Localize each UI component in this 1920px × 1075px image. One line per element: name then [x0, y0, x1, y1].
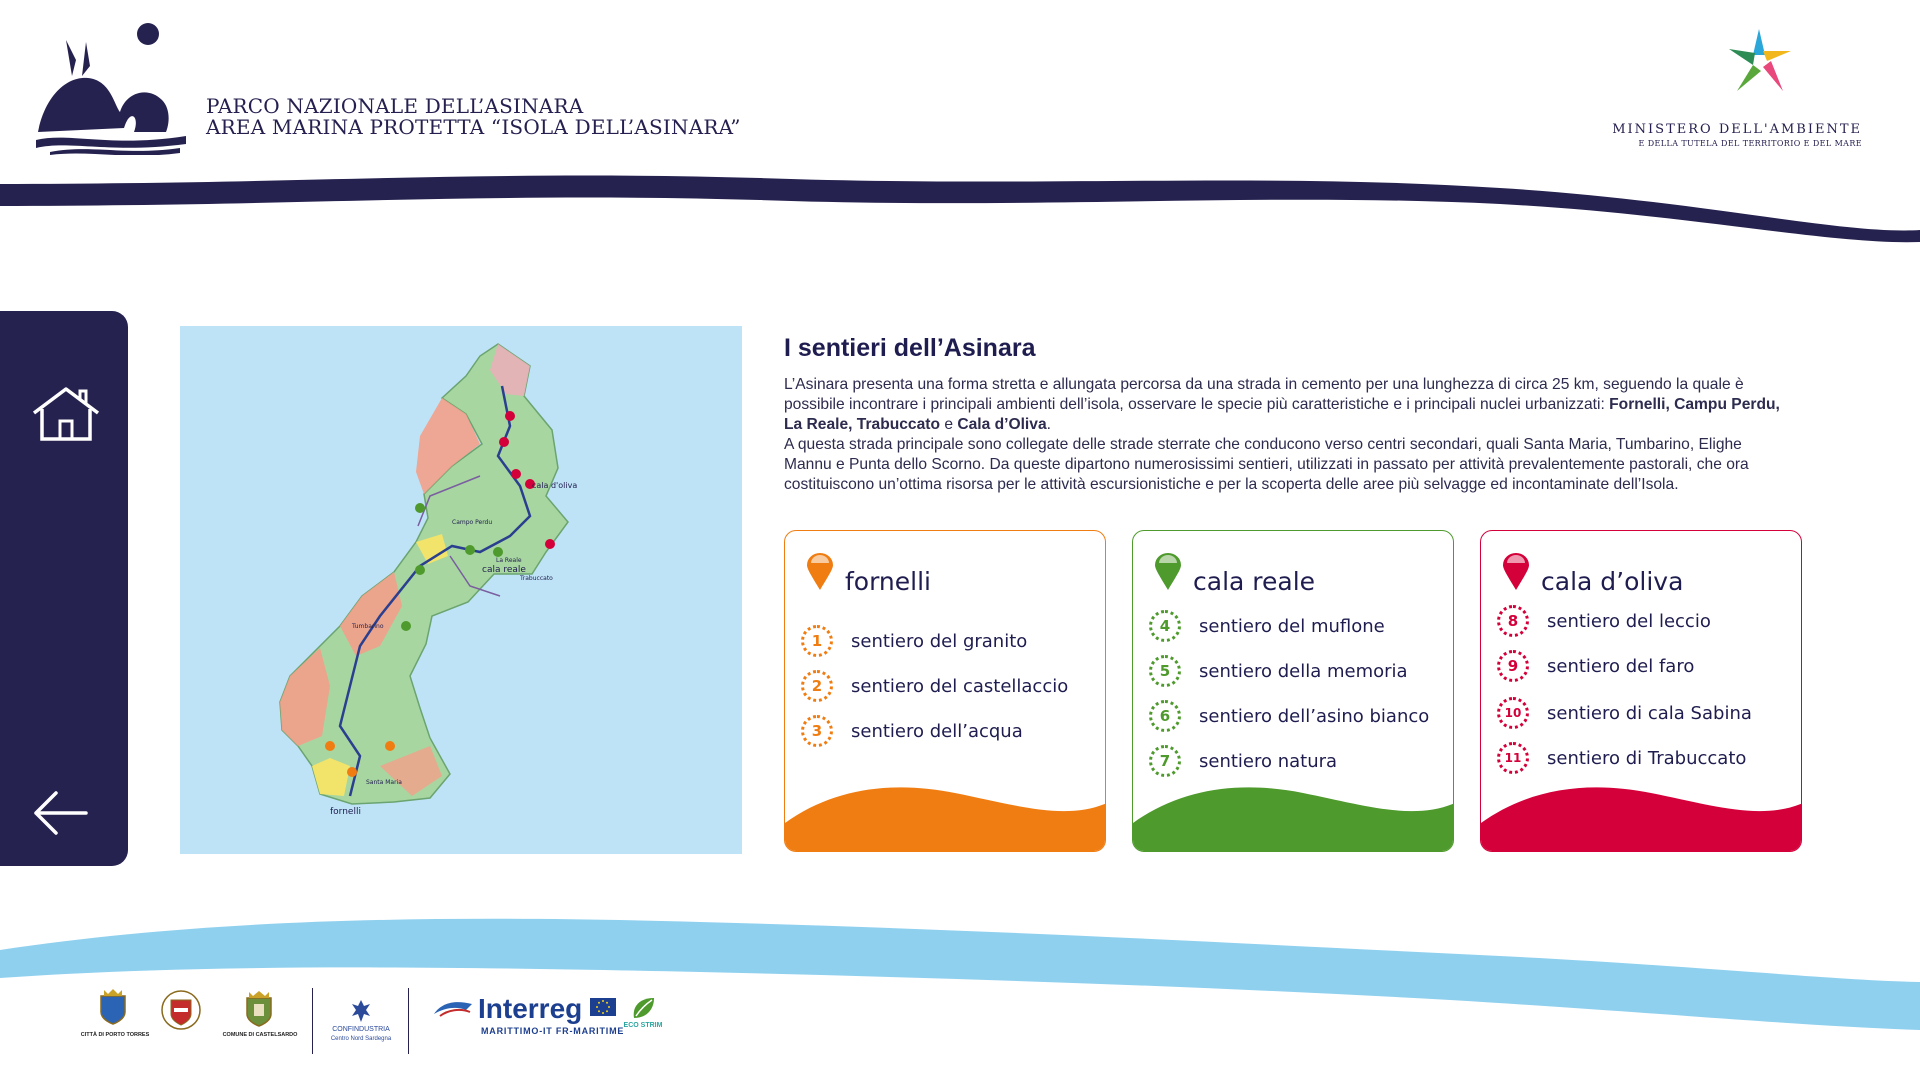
trail-number-badge: 6 — [1149, 700, 1181, 732]
trail-label: sentiero natura — [1199, 750, 1338, 772]
intro-dot: . — [1046, 416, 1051, 433]
pin-icon — [807, 553, 833, 591]
map-label-cala-oliva: cala d'oliva — [532, 481, 578, 490]
home-icon[interactable] — [30, 385, 102, 443]
park-name-line2: AREA MARINA PROTETTA “ISOLA DELL’ASINARA” — [206, 115, 741, 139]
trail-item[interactable] — [801, 624, 1027, 658]
trail-item[interactable] — [801, 714, 1023, 748]
page-title: I sentieri dell’Asinara — [784, 334, 1036, 362]
trail-label: sentiero della memoria — [1199, 660, 1408, 682]
trail-item[interactable] — [1149, 744, 1337, 778]
interreg-logo-text: Interreg — [478, 993, 583, 1024]
trail-label: sentiero dell’acqua — [851, 720, 1023, 742]
trail-number-badge: 1 — [801, 625, 833, 657]
card-wave — [785, 781, 1106, 851]
trail-label: sentiero del granito — [851, 630, 1028, 652]
asinara-map — [180, 326, 742, 854]
trail-item[interactable] — [1149, 609, 1385, 643]
footer-divider — [408, 988, 409, 1054]
confindustria-sub-label: Centro Nord Sardegna — [330, 1036, 392, 1042]
ecostrim-label: ECO STRIM — [623, 1022, 663, 1029]
intro-bold2: Cala d’Oliva — [957, 416, 1047, 433]
card-title-cala-reale: cala reale — [1193, 567, 1316, 596]
map-label-tumbarino: Tumbarino — [352, 623, 384, 630]
card-cala-reale[interactable] — [1132, 530, 1454, 852]
porto-torres-crest-icon — [98, 988, 128, 1026]
ministry-line1: MINISTERO DELL'AMBIENTE — [1612, 122, 1862, 137]
card-title-cala-oliva: cala d’oliva — [1541, 567, 1684, 596]
card-wave — [1133, 781, 1454, 851]
map-label-campo-perdu: Campo Perdu — [452, 519, 493, 526]
trail-item[interactable] — [1497, 696, 1752, 730]
intro-part1: L’Asinara presenta una forma stretta e allungata percorsa da una strada in cemento per una lunghezza di circa 25 km, seguendo la quale è possibile incontrare i principali ambienti dell’isola, osservare le specie più caratteristiche e i principali nuclei urbanizzati: — [784, 376, 1744, 413]
porto-torres-label: CITTÀ DI PORTO TORRES — [80, 1032, 150, 1038]
card-wave — [1481, 781, 1802, 851]
trail-item[interactable] — [1497, 604, 1711, 638]
park-logo — [30, 20, 190, 155]
trail-number-badge: 8 — [1497, 605, 1529, 637]
arrow-left-icon[interactable] — [32, 790, 88, 836]
trail-number-badge: 9 — [1497, 650, 1529, 682]
trail-number-badge: 10 — [1497, 697, 1529, 729]
map-label-fornelli: fornelli — [330, 807, 361, 817]
footer-divider — [312, 988, 313, 1054]
trail-item[interactable] — [801, 669, 1068, 703]
trail-item[interactable] — [1497, 649, 1694, 683]
trail-number-badge: 11 — [1497, 742, 1529, 774]
ministry-line2: E DELLA TUTELA DEL TERRITORIO E DEL MARE — [1638, 139, 1862, 148]
ministry-star-logo — [1725, 25, 1795, 95]
trail-label: sentiero del muflone — [1199, 615, 1385, 637]
castelsardo-label: COMUNE DI CASTELSARDO — [222, 1032, 298, 1038]
trail-label: sentiero di Trabuccato — [1547, 747, 1747, 769]
trail-item[interactable] — [1497, 741, 1746, 775]
trail-item[interactable] — [1149, 654, 1408, 688]
trail-number-badge: 7 — [1149, 745, 1181, 777]
park-name-line1: PARCO NAZIONALE DELL’ASINARA — [206, 94, 584, 118]
card-title-fornelli: fornelli — [845, 567, 931, 596]
map-label-cala-reale: cala reale — [482, 565, 526, 575]
trail-number-badge: 2 — [801, 670, 833, 702]
confindustria-eagle-icon — [350, 998, 372, 1024]
stintino-crest-icon — [160, 988, 202, 1032]
pin-icon — [1503, 553, 1529, 591]
trail-label: sentiero del leccio — [1547, 610, 1711, 632]
intro-and: e — [940, 416, 958, 433]
ecostrim-leaf-icon — [630, 996, 656, 1020]
pin-icon — [1155, 553, 1181, 591]
footer-wave — [0, 900, 1920, 1035]
confindustria-label: CONFINDUSTRIA — [332, 1026, 390, 1033]
trail-label: sentiero di cala Sabina — [1547, 702, 1752, 724]
card-fornelli[interactable] — [784, 530, 1106, 852]
trail-label: sentiero dell’asino bianco — [1199, 705, 1430, 727]
interreg-swoosh-icon — [432, 998, 474, 1018]
intro-text — [784, 375, 1786, 495]
eu-flag-icon — [590, 998, 616, 1018]
map-label-la-reale: La Reale — [496, 557, 522, 564]
trail-label: sentiero del faro — [1547, 655, 1695, 677]
interreg-subtitle: MARITTIMO-IT FR-MARITIME — [481, 1026, 625, 1036]
map-label-trabuccato: Trabuccato — [520, 575, 553, 582]
trail-item[interactable] — [1149, 699, 1429, 733]
intro-part2: A questa strada principale sono collegate delle strade sterrate che conducono verso centri secondari, quali Santa Maria, Tumbarino, Elighe Mannu e Punta dello Scorno. Da queste dipartono numerosissimi sentieri, utilizzati in passato per attività prevalentemente pastorali, che ora costituiscono un’ottima risorsa per le attività escursionistiche e per la scoperta delle aree più selvagge ed incontaminate dell’Isola. — [784, 436, 1749, 493]
map-label-santa-maria: Santa Maria — [366, 779, 402, 786]
map-graphic — [180, 326, 742, 854]
ministry-text — [1600, 122, 1862, 148]
castelsardo-crest-icon — [244, 990, 274, 1028]
intro-bold: Fornelli, Campu Perdu, La Reale, Trabuccato — [784, 396, 1780, 433]
trail-number-badge: 4 — [1149, 610, 1181, 642]
card-cala-oliva[interactable] — [1480, 530, 1802, 852]
trail-number-badge: 5 — [1149, 655, 1181, 687]
trail-number-badge: 3 — [801, 715, 833, 747]
park-name — [206, 96, 741, 138]
trail-label: sentiero del castellaccio — [851, 675, 1069, 697]
